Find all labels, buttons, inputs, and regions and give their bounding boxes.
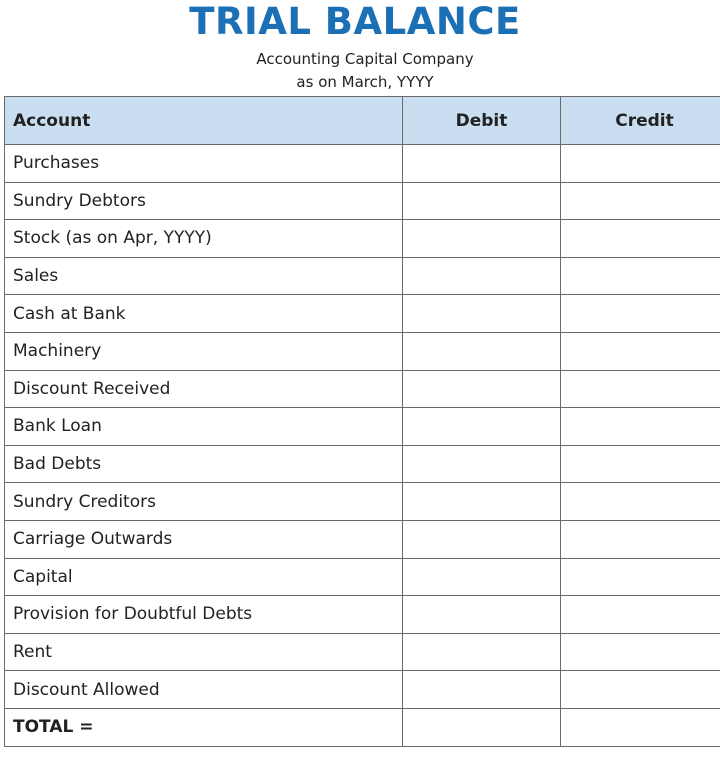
column-header-account: Account: [5, 97, 403, 145]
trial-balance-table: [4, 96, 720, 747]
credit-cell[interactable]: [561, 370, 720, 408]
table-row: [5, 145, 720, 183]
debit-cell[interactable]: [403, 295, 561, 333]
account-name-cell: Carriage Outwards: [5, 520, 403, 558]
account-name-cell: Bank Loan: [5, 408, 403, 446]
account-name-cell: Rent: [5, 633, 403, 671]
credit-cell[interactable]: [561, 671, 720, 709]
account-name-cell: Sundry Debtors: [5, 182, 403, 220]
credit-cell[interactable]: [561, 483, 720, 521]
credit-cell[interactable]: [561, 332, 720, 370]
table-header-row: [5, 97, 720, 145]
table-row: [5, 182, 720, 220]
credit-cell[interactable]: [561, 182, 720, 220]
account-name-cell: Purchases: [5, 145, 403, 183]
total-credit-cell[interactable]: [561, 708, 720, 746]
credit-cell[interactable]: [561, 596, 720, 634]
debit-cell[interactable]: [403, 257, 561, 295]
credit-cell[interactable]: [561, 145, 720, 183]
credit-cell[interactable]: [561, 408, 720, 446]
debit-cell[interactable]: [403, 445, 561, 483]
table-row: [5, 483, 720, 521]
credit-cell[interactable]: [561, 257, 720, 295]
table-row: [5, 220, 720, 258]
table-row: [5, 633, 720, 671]
account-name-cell: Cash at Bank: [5, 295, 403, 333]
table-row: [5, 257, 720, 295]
column-header-debit: Debit: [403, 97, 561, 145]
debit-cell[interactable]: [403, 558, 561, 596]
debit-cell[interactable]: [403, 182, 561, 220]
table-row: [5, 520, 720, 558]
credit-cell[interactable]: [561, 633, 720, 671]
table-row: [5, 295, 720, 333]
credit-cell[interactable]: [561, 558, 720, 596]
credit-cell[interactable]: [561, 220, 720, 258]
table-row: [5, 370, 720, 408]
account-name-cell: Discount Received: [5, 370, 403, 408]
debit-cell[interactable]: [403, 633, 561, 671]
column-header-credit: Credit: [561, 97, 720, 145]
table-row: [5, 445, 720, 483]
credit-cell[interactable]: [561, 295, 720, 333]
account-name-cell: Machinery: [5, 332, 403, 370]
credit-cell[interactable]: [561, 520, 720, 558]
account-name-cell: Sales: [5, 257, 403, 295]
total-label: TOTAL =: [5, 708, 403, 746]
table-row: [5, 332, 720, 370]
debit-cell[interactable]: [403, 483, 561, 521]
debit-cell[interactable]: [403, 671, 561, 709]
debit-cell[interactable]: [403, 370, 561, 408]
debit-cell[interactable]: [403, 220, 561, 258]
debit-cell[interactable]: [403, 408, 561, 446]
table-row: [5, 558, 720, 596]
table-row: [5, 596, 720, 634]
account-name-cell: Bad Debts: [5, 445, 403, 483]
debit-cell[interactable]: [403, 596, 561, 634]
credit-cell[interactable]: [561, 445, 720, 483]
company-name: Accounting Capital Company: [256, 50, 474, 68]
debit-cell[interactable]: [403, 145, 561, 183]
page-title: TRIAL BALANCE: [189, 0, 521, 43]
debit-cell[interactable]: [403, 332, 561, 370]
total-row: [5, 708, 720, 746]
account-name-cell: Stock (as on Apr, YYYY): [5, 220, 403, 258]
table-row: [5, 671, 720, 709]
debit-cell[interactable]: [403, 520, 561, 558]
table-row: [5, 408, 720, 446]
account-name-cell: Sundry Creditors: [5, 483, 403, 521]
account-name-cell: Capital: [5, 558, 403, 596]
total-debit-cell[interactable]: [403, 708, 561, 746]
account-name-cell: Provision for Doubtful Debts: [5, 596, 403, 634]
period-label: as on March, YYYY: [296, 73, 434, 91]
account-name-cell: Discount Allowed: [5, 671, 403, 709]
